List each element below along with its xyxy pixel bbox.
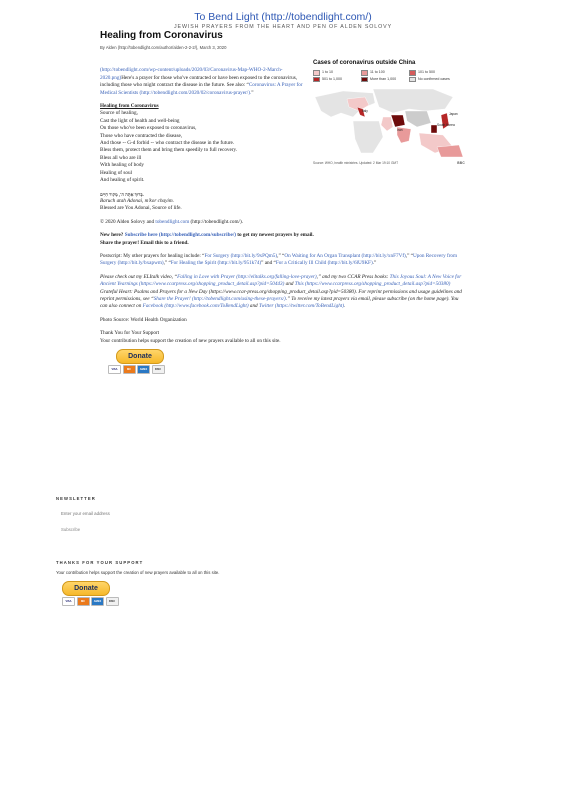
legend-swatch [313, 70, 320, 76]
thanks-title: Thank You for Your Support [100, 330, 160, 337]
prayer-line: With healing of body [100, 162, 145, 169]
legend-item [409, 70, 453, 76]
prayer-line: And healing of spirit. [100, 177, 145, 184]
legend-label: 11 to 100 [370, 70, 385, 75]
legend-swatch [313, 77, 320, 83]
mastercard-icon: MC [77, 597, 90, 606]
legend-label: More than 1,000 [370, 76, 397, 81]
twitter-link[interactable]: Twitter (https://twitter.com/ToBendLight) [258, 303, 344, 310]
discover-card-icon: DISC [106, 597, 119, 606]
map-label-south-korea: South Korea [437, 123, 455, 127]
legend-label: 1 to 10 [322, 70, 333, 75]
bbc-logo: BBC [457, 161, 465, 165]
email-input[interactable] [58, 508, 174, 519]
map-title: Cases of coronavirus outside China [313, 60, 416, 66]
promo-text: .” To receive my latest prayers via email, please subscribe (on the home page). You can also connect on [100, 295, 459, 310]
share-prayer[interactable]: Share the prayer! Email this to a friend. [100, 239, 189, 246]
transliteration: Baruch atah Adonai, m'kor chayim. [100, 197, 174, 204]
post-meta[interactable]: By Alden (http://tobendlight.com/author/alden-2-2-2/), March 3, 2020 [100, 45, 227, 50]
thanks-text: Your contribution helps support the creation of new prayers available to all on this site. [100, 337, 281, 344]
legend-label: No confirmed cases [418, 76, 450, 81]
book-link[interactable]: This Joyous Soul: A New Voice for Ancient Yearnings (https://www.ccarpress.org/shopping_product_detail.asp?pid=50443) [100, 273, 462, 288]
donate-button[interactable]: Donate [116, 349, 164, 364]
donate-block [100, 349, 466, 374]
legend-swatch [409, 70, 416, 76]
copyright-suffix: (http://tobendlight.com/). [189, 218, 243, 225]
intro-end: ” [251, 89, 254, 96]
map-source [313, 161, 465, 165]
prayer-line: Those who have contracted the disease, [100, 132, 183, 139]
prayer-link[interactable]: For a Critically Ill Child (http://bit.ly/6lU9KF) [275, 260, 373, 267]
legend-item [313, 70, 357, 76]
map-source-text: Source: WHO, health ministries. Updated: 2 Mar 19:10 GMT [313, 161, 399, 165]
sidebar-donate-button[interactable]: Donate [62, 581, 110, 596]
visa-card-icon: VISA [62, 597, 75, 606]
subscribe-button[interactable]: Subscribe [61, 527, 81, 533]
site-tagline: JEWISH PRAYERS FROM THE HEART AND PEN OF ALDEN SOLOVY [173, 24, 393, 30]
post-content [100, 30, 466, 374]
new-here-text: New here? [100, 232, 125, 239]
amex-card-icon: AMEX [137, 365, 150, 374]
copyright-link[interactable]: tobendlight.com [155, 218, 190, 225]
promo-text: Grateful Heart: Psalms and Prayers for a New Day (https://www.ccar-press.org/shopping_product_detail.asp?pid=50380). [100, 288, 358, 295]
legend-item [409, 77, 453, 83]
prayer-link[interactable]: Upon Recovery from Surgery (http://bit.ly/bxapwm) [100, 252, 458, 267]
postscript-separator: ,” “ [405, 252, 413, 259]
postscript-intro: Postscript: My other prayers for healing include: “ [100, 252, 205, 259]
postscript-separator: ,” “ [163, 260, 171, 267]
discover-card-icon: DISC [152, 365, 165, 374]
copyright-prefix: © 2020 Alden Solovy and [100, 218, 156, 225]
site-header [0, 0, 566, 31]
promo-text: ,” and my two CCAR Press books: [316, 273, 390, 280]
visa-card-icon: VISA [108, 365, 121, 374]
photo-source: Photo Source: World Health Organization [100, 316, 187, 323]
legend-item [313, 77, 357, 83]
map-label-italy: Italy [362, 109, 368, 113]
intro-text: Here's a prayer for those who've contracted or have been exposed to the coronavirus, including those who might contract the disease in the future. See also: “ [100, 74, 298, 89]
site-title-link[interactable]: To Bend Light (http://tobendlight.com/) [194, 11, 372, 23]
legend-label: 501 to 1,000 [322, 76, 342, 81]
postscript-end: .” [372, 260, 377, 267]
postscript [100, 253, 466, 268]
map-image-link[interactable]: (http://tobendlight.com/wp-content/uploads/2020/03/Coronavirus-Map-WHO-2-March-2020.png) [100, 67, 283, 81]
prayer-line: Cast the light of health and well-being [100, 117, 180, 124]
prayer-link[interactable]: On Waiting for An Organ Transplant (http://bit.ly/xnF7Vf) [284, 252, 406, 259]
postscript-separator: ,” “ [277, 252, 285, 259]
legend-item [361, 70, 405, 76]
promo-text: and [248, 303, 259, 310]
map-label-japan: Japan [449, 112, 458, 116]
legend-swatch [361, 77, 368, 83]
legend-item [361, 77, 405, 83]
subscribe-link[interactable]: Subscribe here (http://tobendlight.com/subscribe/) [124, 232, 236, 239]
promo-text: and [284, 281, 295, 288]
copyright [100, 219, 466, 226]
promo-paragraph [100, 274, 466, 311]
legend-swatch [361, 70, 368, 76]
map-label-iran: Iran [397, 128, 403, 132]
newsletter-title: NEWSLETTER [56, 496, 96, 501]
map-legend [313, 70, 465, 82]
prayer-line: Source of healing, [100, 110, 138, 117]
new-here-end: to get my newest prayers by email. [235, 232, 314, 239]
footer-widgets [56, 495, 316, 606]
promo-text: For reprint permissions and usage guidelines and reprint permissions, see “ [100, 288, 462, 302]
blessing-translation: Blessed are You Adonai, Source of life. [100, 205, 182, 212]
support-title: THANKS FOR YOUR SUPPORT [56, 559, 144, 565]
prayer-line: Bless all who are ill [100, 154, 142, 161]
promo-text: . [343, 303, 346, 310]
prayer-line: Healing of soul [100, 169, 132, 176]
prayer-line: On those who've been exposed to coronavirus, [100, 125, 197, 132]
prayer-line: Bless them, protect them and bring them speedily to full recovery. [100, 147, 238, 154]
world-map-graphic [313, 87, 465, 159]
post-title: Healing from Coronavirus [100, 30, 223, 41]
post-intro [100, 67, 308, 97]
support-text: Your contribution helps support the creation of new prayers available to all on this site. [56, 570, 220, 576]
prayer-heading: Healing from Coronavirus [100, 103, 159, 110]
postscript-separator: ” and “ [261, 260, 276, 267]
legend-swatch [409, 77, 416, 83]
hebrew-blessing: בָּרוּךְ אַתָּה ה', מְקוֹר חַיִּים. [100, 191, 144, 197]
elitalk-link[interactable]: Falling in Love with Prayer (http://elitalks.org/falling-love-prayer) [177, 273, 317, 280]
related-prayer-link[interactable]: Coronavirus: A Prayer for Medical Scientists (http://tobendlight.com/2020/02/coronavirus-prayer/). [100, 82, 303, 96]
sidebar-payment-cards [62, 597, 316, 606]
prayer-link[interactable]: For Healing the Spirit (http://bit.ly/951k74) [170, 260, 262, 267]
mastercard-icon: MC [123, 365, 136, 374]
amex-card-icon: AMEX [91, 597, 104, 606]
coronavirus-map[interactable] [313, 59, 465, 169]
payment-cards [108, 365, 466, 374]
prayer-line: And those -- G-d forbid -- who contract the disease in the future. [100, 140, 235, 147]
promo-text: Please check out my ELItalk video, “ [100, 273, 178, 280]
sidebar-donate-block [56, 581, 316, 606]
new-here [100, 232, 466, 239]
facebook-link[interactable]: Facebook (http://www.facebook.com/ToBendLight) [142, 303, 249, 310]
prayer-link[interactable]: For Surgery (http://bit.ly/9xPQm5) [204, 252, 278, 259]
book-link[interactable]: This (https://www.ccarpress.org/shopping_product_detail.asp?pid=50380) [294, 281, 451, 288]
share-the-prayer-link[interactable]: Share the Prayer! (http://tobendlight.com/using-these-prayers/) [153, 295, 286, 302]
legend-label: 101 to 500 [418, 70, 435, 75]
